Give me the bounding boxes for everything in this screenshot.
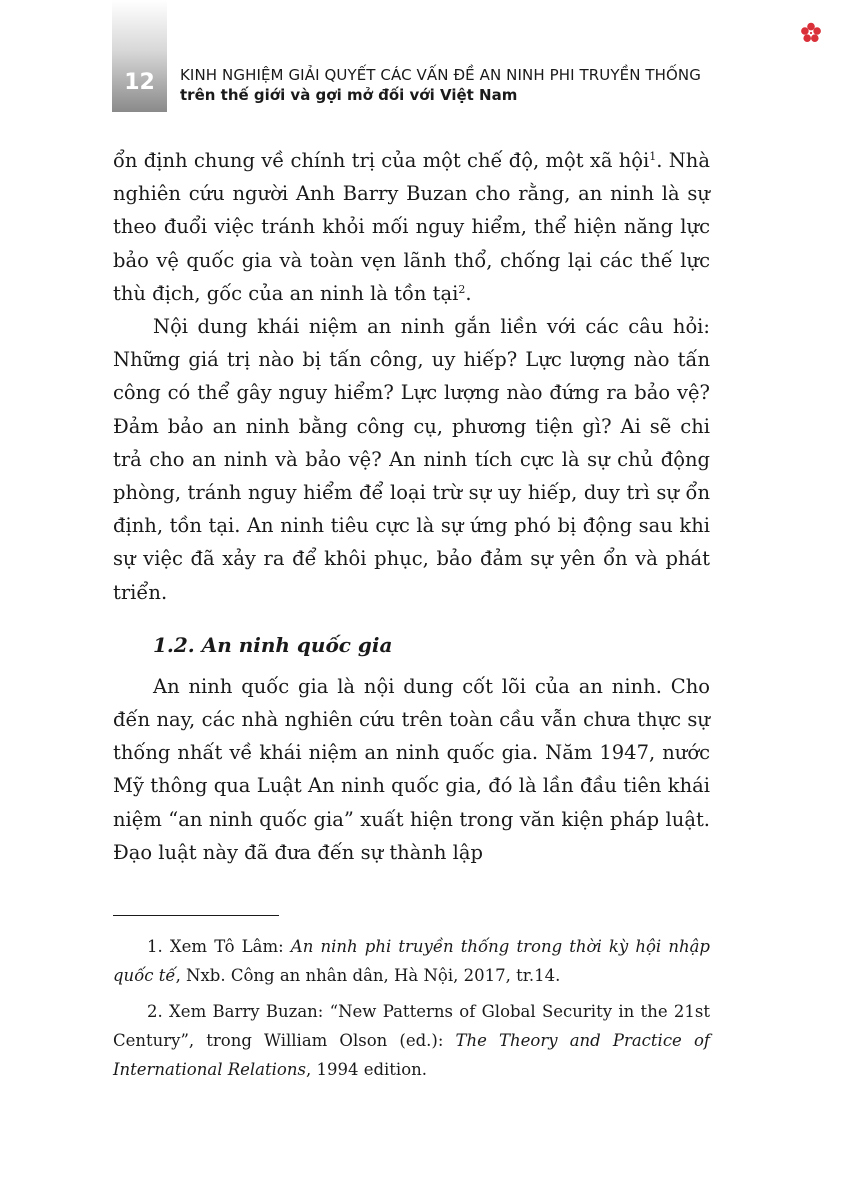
paragraph-1-end: . <box>465 281 472 305</box>
footnote-2-lead: 2. Xem Barry Buzan: “New Patterns of Global Security in the 21st Century”, trong William Olson (ed.): <box>113 1002 710 1050</box>
footnote-2-title: The Theory and Practice of International Relations <box>113 1031 710 1079</box>
page-number: 12 <box>124 70 155 95</box>
running-head-title-line2: trên thế giới và gợi mở đối với Việt Nam <box>180 86 518 104</box>
paragraph-1-continued: . Nhà nghiên cứu người Anh Barry Buzan cho rằng, an ninh là sự theo đuổi việc tránh khỏi mối nguy hiểm, thể hiện năng lực bảo vệ quốc gia và toàn vẹn lãnh thổ, chống lại các thế lực thù địch, gốc của an ninh là tồn tại <box>113 149 710 305</box>
footnote-2-rest: , 1994 edition. <box>305 1060 428 1079</box>
paragraph-2: Nội dung khái niệm an ninh gắn liền với các câu hỏi: Những giá trị nào bị tấn công, uy hiếp? Lực lượng nào tấn công có thể gây nguy hiểm? Lực lượng nào đứng ra bảo vệ? Đảm bảo an ninh bằng công cụ, phương tiện gì? Ai sẽ chi trả cho an ninh và bảo vệ? An ninh tích cực là sự chủ động phòng, tránh nguy hiểm để loại trừ sự uy hiếp, duy trì sự ổn định, tồn tại. An ninh tiêu cực là sự ứng phó bị động sau khi sự việc đã xảy ra để khôi phục, bảo đảm sự yên ổn và phát triển. <box>113 315 710 604</box>
footnotes <box>113 932 710 1091</box>
footnote-1-lead: 1. Xem Tô Lâm: <box>147 937 291 956</box>
footnote-2 <box>113 997 710 1084</box>
footnote-1-title: An ninh phi truyền thống trong thời kỳ hội nhập quốc tế <box>113 937 710 985</box>
footnote-1-rest: , Nxb. Công an nhân dân, Hà Nội, 2017, tr.14. <box>175 966 561 985</box>
running-head-title-line1: KINH NGHIỆM GIẢI QUYẾT CÁC VẤN ĐỀ AN NINH PHI TRUYỀN THỐNG <box>180 66 701 84</box>
paragraph-3: An ninh quốc gia là nội dung cốt lõi của an ninh. Cho đến nay, các nhà nghiên cứu trên toàn cầu vẫn chưa thực sự thống nhất về khái niệm an ninh quốc gia. Năm 1947, nước Mỹ thông qua Luật An ninh quốc gia, đó là lần đầu tiên khái niệm “an ninh quốc gia” xuất hiện trong văn kiện pháp luật. Đạo luật này đã đưa đến sự thành lập <box>113 674 710 864</box>
running-head <box>180 66 701 104</box>
footnote-divider <box>113 915 279 916</box>
section-heading: 1.2. An ninh quốc gia <box>153 632 393 657</box>
page-number-tab <box>112 0 167 112</box>
paragraph-1-text: ổn định chung về chính trị của một chế độ, một xã hội <box>113 149 650 172</box>
footnote-ref-2[interactable]: 2 <box>458 282 466 296</box>
paragraph-1 <box>113 144 710 310</box>
flower-icon <box>800 22 822 44</box>
body-text <box>113 144 710 869</box>
footnote-1 <box>113 932 710 990</box>
footnote-ref-1[interactable]: 1 <box>649 150 657 163</box>
